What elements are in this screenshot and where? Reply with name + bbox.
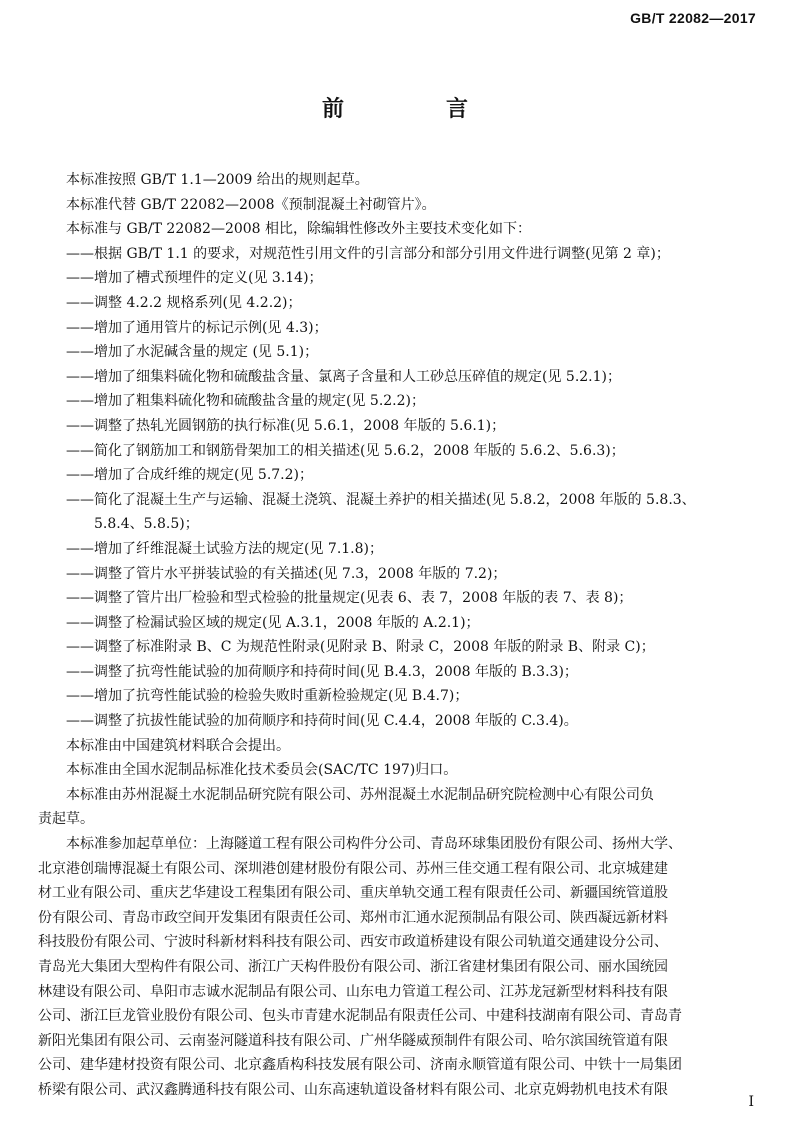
participants-line: 青岛光大集团大型构件有限公司、浙江广天构件股份有限公司、浙江省建材集团有限公司、丽水国统园: [38, 959, 668, 975]
change-item: ——调整 4.2.2 规格系列(见 4.2.2)；: [66, 294, 302, 311]
change-item: ——根据 GB/T 1.1 的要求，对规范性引用文件的引言部分和部分引用文件进行调整(见第 2 章)；: [66, 245, 670, 262]
participants-line: 桥梁有限公司、武汉鑫腾通科技有限公司、山东高速轨道设备材料有限公司、北京克姆勃机电技术有限: [38, 1081, 668, 1098]
change-item: ——调整了抗拔性能试验的加荷顺序和持荷时间(见 C.4.4，2008 年版的 C.3.4)。: [66, 713, 578, 730]
change-item: ——增加了水泥碱含量的规定 (见 5.1)；: [66, 344, 319, 361]
paragraph: 本标准由中国建筑材料联合会提出。: [66, 737, 290, 754]
participants-line: 公司、浙江巨龙管业股份有限公司、包头市青建水泥制品有限责任公司、中建科技湖南有限公司、青岛青: [38, 1008, 682, 1025]
change-item: ——调整了检漏试验区域的规定(见 A.3.1，2008 年版的 A.2.1)；: [66, 614, 480, 631]
page-title: 前 言: [321, 97, 508, 122]
change-item: ——调整了抗弯性能试验的加荷顺序和持荷时间(见 B.4.3，2008 年版的 B.3.3)；: [66, 663, 578, 680]
participants-line: 份有限公司、青岛市政空间开发集团有限责任公司、郑州市汇通水泥预制品有限公司、陕西凝远新材料: [38, 909, 668, 926]
change-item: ——调整了管片水平拼装试验的有关描述(见 7.3，2008 年版的 7.2)；: [66, 565, 507, 582]
participants-line: 林建设有限公司、阜阳市志诚水泥制品有限公司、山东电力管道工程公司、江苏龙冠新型材料科技有限: [38, 983, 668, 1000]
paragraph: 本标准按照 GB/T 1.1—2009 给出的规则起草。: [66, 172, 369, 188]
participants-line: 公司、建华建材投资有限公司、北京鑫盾构科技发展有限公司、济南永顺管道有限公司、中铁十一局集团: [38, 1057, 682, 1074]
participants-line: 新阳光集团有限公司、云南崟河隧道科技有限公司、广州华隧威预制件有限公司、哈尔滨国统管道有限: [38, 1032, 668, 1049]
change-item: ——增加了通用管片的标记示例(见 4.3)；: [66, 319, 328, 336]
change-item-continuation: 5.8.4、5.8.5)；: [94, 516, 199, 533]
change-item: ——简化了混凝土生产与运输、混凝土浇筑、混凝土养护的相关描述(见 5.8.2，2008 年版的 5.8.3、: [66, 491, 696, 508]
participants-line: 北京港创瑞博混凝土有限公司、深圳港创建材股份有限公司、苏州三佳交通工程有限公司、北京城建建: [38, 860, 668, 877]
paragraph: 本标准由全国水泥制品标准化技术委员会(SAC/TC 197)归口。: [66, 762, 458, 779]
change-item: ——增加了槽式预埋件的定义(见 3.14)；: [66, 270, 323, 287]
participants-line: 科技股份有限公司、宁波时科新材料科技有限公司、西安市政道桥建设有限公司轨道交通建设分公司、: [38, 934, 668, 951]
paragraph: 本标准与 GB/T 22082—2008 相比，除编辑性修改外主要技术变化如下：: [66, 221, 532, 238]
foreword-body: [38, 168, 762, 1103]
change-item: ——增加了粗集料硫化物和硫酸盐含量的规定(见 5.2.2)；: [66, 393, 425, 410]
change-item: ——调整了热轧光圆钢筋的执行标准(见 5.6.1，2008 年版的 5.6.1)；: [66, 417, 506, 434]
paragraph: 本标准代替 GB/T 22082—2008《预制混凝土衬砌管片》。: [66, 196, 436, 213]
change-item: ——调整了标准附录 B、C 为规范性附录(见附录 B、附录 C，2008 年版的附录 B、附录 C)；: [66, 639, 655, 656]
change-item: ——增加了合成纤维的规定(见 5.7.2)；: [66, 467, 313, 484]
participants-line: 材工业有限公司、重庆艺华建设工程集团有限公司、重庆单轨交通工程有限责任公司、新疆国统管道股: [38, 885, 668, 902]
page-number: I: [748, 1094, 754, 1110]
participants-line: 本标准参加起草单位：上海隧道工程有限公司构件分公司、青岛环球集团股份有限公司、扬州大学、: [66, 836, 682, 853]
standard-code: GB/T 22082—2017: [630, 10, 756, 26]
paragraph-continuation: 责起草。: [38, 811, 94, 828]
change-item: ——简化了钢筋加工和钢筋骨架加工的相关描述(见 5.6.2，2008 年版的 5.6.2、5.6.3)；: [66, 442, 625, 459]
change-item: ——增加了抗弯性能试验的检验失败时重新检验规定(见 B.4.7)；: [66, 688, 469, 705]
change-item: ——调整了管片出厂检验和型式检验的批量规定(见表 6、表 7，2008 年版的表 7、表 8)；: [66, 590, 633, 607]
paragraph: 本标准由苏州混凝土水泥制品研究院有限公司、苏州混凝土水泥制品研究院检测中心有限公司负: [66, 786, 654, 803]
change-item: ——增加了细集料硫化物和硫酸盐含量、氯离子含量和人工砂总压碎值的规定(见 5.2.1)；: [66, 368, 621, 385]
change-item: ——增加了纤维混凝土试验方法的规定(见 7.1.8)；: [66, 540, 383, 557]
